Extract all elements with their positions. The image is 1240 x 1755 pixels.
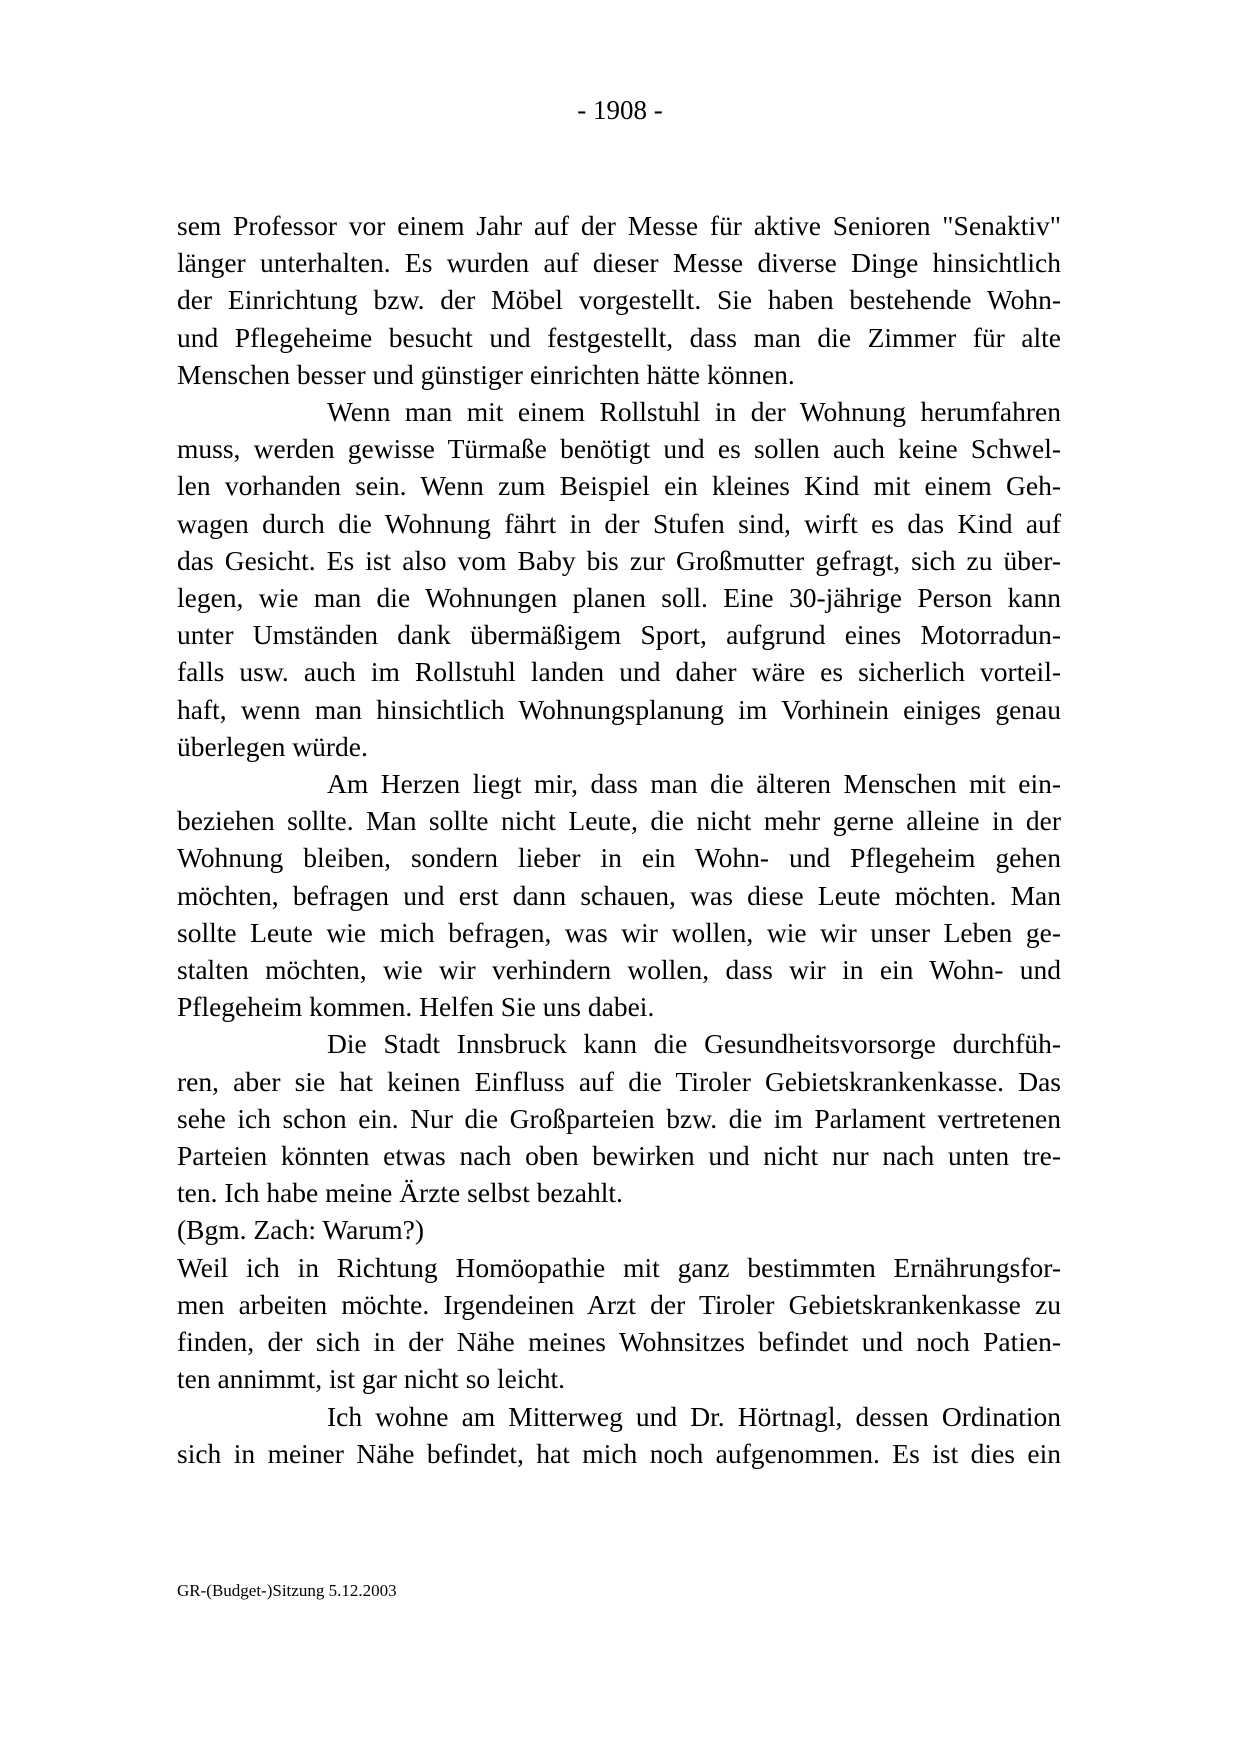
text-line: Parteien könnten etwas nach oben bewirken und nicht nur nach unten tre- <box>177 1140 1061 1172</box>
text-line: möchten, befragen und erst dann schauen, was diese Leute möchten. Man <box>177 879 1061 911</box>
text-line: überlegen würde. <box>177 730 368 762</box>
text-line: der Einrichtung bzw. der Möbel vorgestellt. Sie haben bestehende Wohn- <box>177 284 1061 316</box>
text-line: sich in meiner Nähe befindet, hat mich noch aufgenommen. Es ist dies ein <box>177 1437 1061 1469</box>
text-line: stalten möchten, wie wir verhindern wollen, dass wir in ein Wohn- und <box>177 954 1061 986</box>
text-line: sehe ich schon ein. Nur die Großparteien bzw. die im Parlament vertretenen <box>177 1102 1061 1134</box>
text-line: len vorhanden sein. Wenn zum Beispiel ein kleines Kind mit einem Geh- <box>177 470 1061 502</box>
text-line: unter Umständen dank übermäßigem Sport, aufgrund eines Motorradun- <box>177 619 1061 651</box>
text-line: legen, wie man die Wohnungen planen soll. Eine 30-jährige Person kann <box>177 582 1061 614</box>
text-line: ten. Ich habe meine Ärzte selbst bezahlt. <box>177 1177 623 1209</box>
paragraph <box>177 1025 1061 1211</box>
paragraph <box>177 1398 1061 1472</box>
text-line: falls usw. auch im Rollstuhl landen und daher wäre es sicherlich vorteil- <box>177 656 1061 688</box>
paragraph <box>177 1249 1061 1398</box>
page-number: - 1908 - <box>577 95 663 125</box>
text-line: Ich wohne am Mitterweg und Dr. Hörtnagl, dessen Ordination <box>327 1400 1061 1432</box>
text-line: haft, wenn man hinsichtlich Wohnungsplanung im Vorhinein einiges genau <box>177 693 1061 725</box>
text-line: Wohnung bleiben, sondern lieber in ein Wohn- und Pflegeheim gehen <box>177 842 1061 874</box>
text-line: (Bgm. Zach: Warum?) <box>177 1214 424 1246</box>
text-line: sollte Leute wie mich befragen, was wir wollen, wie wir unser Leben ge- <box>177 916 1061 948</box>
text-line: ten annimmt, ist gar nicht so leicht. <box>177 1363 565 1395</box>
text-line: Pflegeheim kommen. Helfen Sie uns dabei. <box>177 991 655 1023</box>
text-line: Wenn man mit einem Rollstuhl in der Wohnung herumfahren <box>327 396 1061 428</box>
text-line: finden, der sich in der Nähe meines Wohnsitzes befindet und noch Patien- <box>177 1326 1061 1358</box>
text-line: Am Herzen liegt mir, dass man die älteren Menschen mit ein- <box>327 768 1061 800</box>
text-line: men arbeiten möchte. Irgendeinen Arzt der Tiroler Gebietskrankenkasse zu <box>177 1288 1061 1320</box>
paragraph <box>177 765 1061 1025</box>
text-line: und Pflegeheime besucht und festgestellt, dass man die Zimmer für alte <box>177 321 1061 353</box>
page-footer: GR-(Budget-)Sitzung 5.12.2003 <box>177 1581 397 1600</box>
text-line: Menschen besser und günstiger einrichten hätte können. <box>177 358 795 390</box>
text-line: ren, aber sie hat keinen Einfluss auf die Tiroler Gebietskrankenkasse. Das <box>177 1065 1061 1097</box>
text-line: muss, werden gewisse Türmaße benötigt und es sollen auch keine Schwel- <box>177 433 1061 465</box>
text-line: länger unterhalten. Es wurden auf dieser Messe diverse Dinge hinsichtlich <box>177 247 1061 279</box>
text-line: Die Stadt Innsbruck kann die Gesundheitsvorsorge durchfüh- <box>327 1028 1061 1060</box>
paragraph <box>177 207 1061 393</box>
interjection <box>177 1211 1061 1248</box>
text-line: wagen durch die Wohnung fährt in der Stufen sind, wirft es das Kind auf <box>177 507 1061 539</box>
text-line: das Gesicht. Es ist also vom Baby bis zur Großmutter gefragt, sich zu über- <box>177 544 1061 576</box>
paragraph <box>177 393 1061 765</box>
text-line: beziehen sollte. Man sollte nicht Leute, die nicht mehr gerne alleine in der <box>177 805 1061 837</box>
text-line: sem Professor vor einem Jahr auf der Messe für aktive Senioren "Senaktiv" <box>177 210 1061 241</box>
body-text <box>177 207 1061 1472</box>
text-line: Weil ich in Richtung Homöopathie mit ganz bestimmten Ernährungsfor- <box>177 1251 1061 1283</box>
